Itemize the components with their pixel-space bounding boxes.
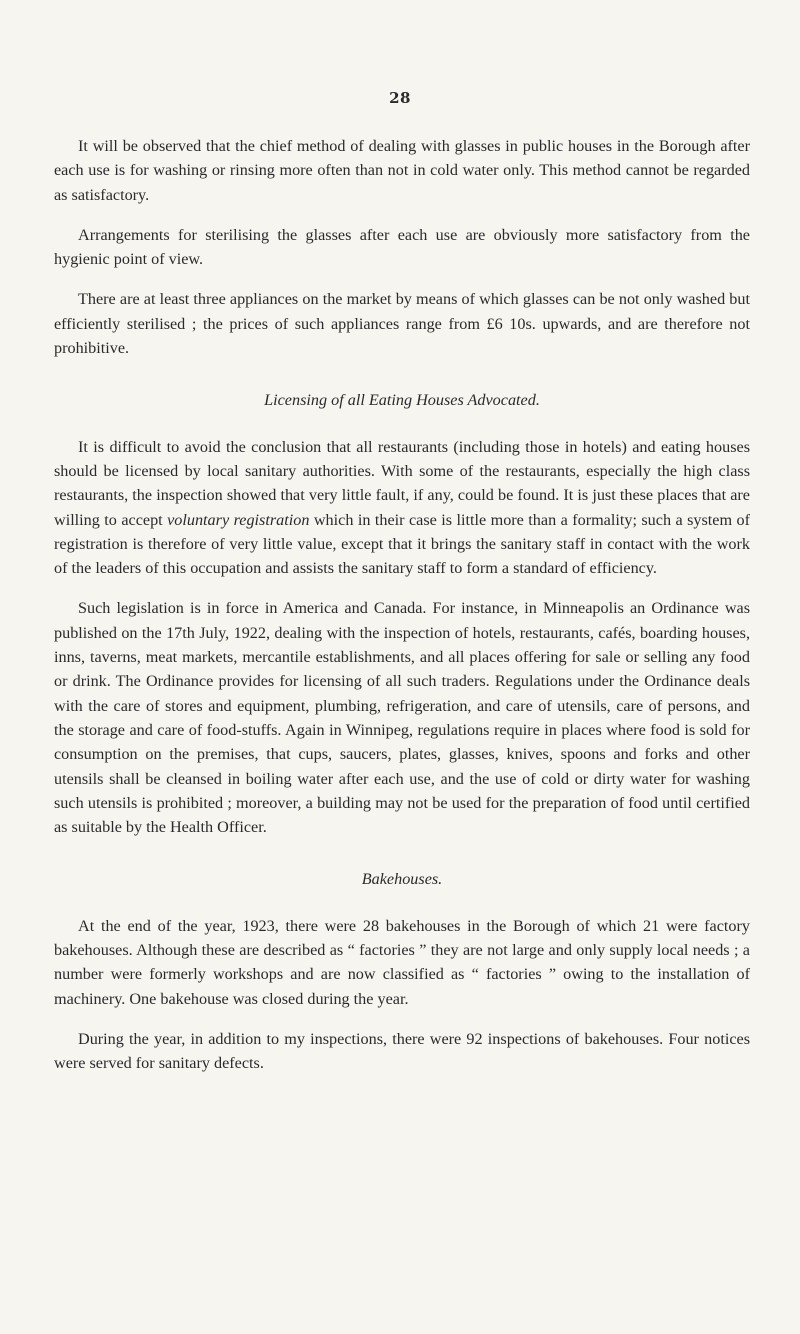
heading-licensing: Licensing of all Eating Houses Advocated. [264,391,540,410]
paragraph-appliances: There are at least three appliances on the market by means of which glasses can be not only washed but efficiently sterilised ; the prices of such appliances range from £6 10s. upwards, and are therefore not prohibitive. [54,290,750,358]
page-number: 28 [389,89,411,107]
paragraph-sterilising: Arrangements for sterilising the glasses after each use are obviously more satisfactory from the hygienic point of view. [54,225,750,269]
document-body [54,134,750,1092]
paragraph-licensing-text-start: It is difficult to avoid the conclusion that all restaurants (including those in hotels) and eating houses should be licensed by local sanitary authorities. With some of the restaurants, especially the high class restaurants, the inspection showed that very little fault, if any, could be found. It is just these places that are willing to accept [54,437,750,529]
paragraph-bakehouse-count: At the end of the year, 1923, there were 28 bakehouses in the Borough of which 21 were factory bakehouses. Although these are described as “ factories ” they are not large and only supply local needs ; a number were formerly workshops and are now classified as “ factories ” owing to the installation of machinery. One bakehouse was closed during the year. [54,916,750,1008]
phrase-voluntary-registration: voluntary registration [167,510,310,529]
heading-bakehouses: Bakehouses. [361,870,443,889]
paragraph-bakehouse-inspections: During the year, in addition to my inspections, there were 92 inspections of bakehouses. Four notices were served for sanitary defects. [54,1029,750,1073]
paragraph-glass-washing: It will be observed that the chief method of dealing with glasses in public houses in the Borough after each use is for washing or rinsing more often than not in cold water only. This method cannot be regarded as satisfactory. [54,137,750,204]
paragraph-legislation: Such legislation is in force in America and Canada. For instance, in Minneapolis an Ordinance was published on the 17th July, 1922, dealing with the inspection of hotels, restaurants, cafés, boarding houses, inns, taverns, meat markets, mercantile establishments, and all places offering for sale or selling any food or drink. The Ordinance provides for licensing of all such traders. Regulations under the Ordinance deals with the care of stores and equipment, plumbing, refrigeration, and care of utensils, care of persons, and the storage and care of food-stuffs. Again in Winnipeg, regulations require in places where food is sold for consumption on the premises, that cups, saucers, plates, glasses, knives, spoons and forks and other utensils shall be cleansed in boiling water after each use, and the use of cold or dirty water for washing such utensils is prohibited ; moreover, a building may not be used for the preparation of food until certified as suitable by the Health Officer. [54,599,750,837]
paragraph-licensing-conclusion [54,435,750,581]
paragraph-licensing-text-end: which in their case is little more than a formality; such a system of registration is therefore of very little value, except that it brings the sanitary staff in contact with the work of the leaders of this occupation and assists the sanitary staff to form a standard of efficiency. [54,510,750,578]
